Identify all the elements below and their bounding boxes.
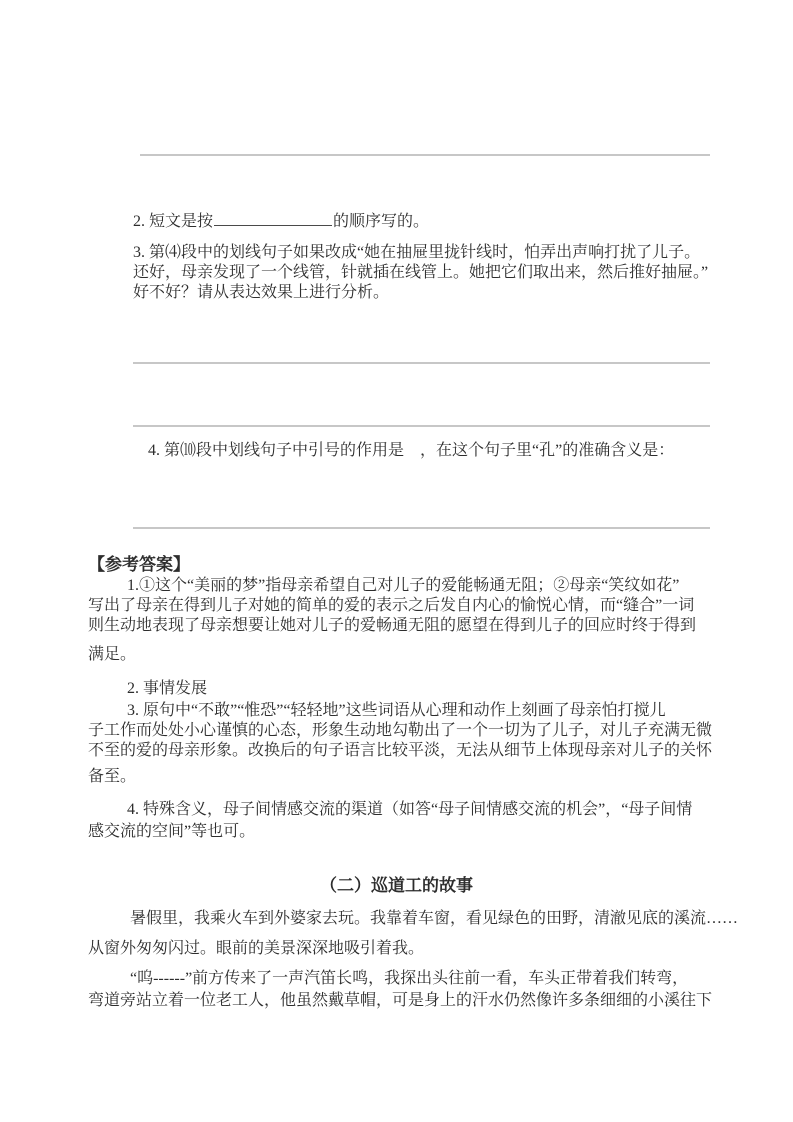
story-line: 弯道旁站立着一位老工人，他虽然戴草帽，可是身上的汗水仍然像许多条细细的小溪往下 [88,992,713,1009]
answer-3-line: 子工作而处处小心谨慎的心态，形象生动地勾勒出了一个一切为了儿子，对儿子充满无微 [88,722,713,739]
question-4-text: 4. 第⑽段中划线句子中引号的作用是 ，在这个句子里“孔”的准确含义是： [148,442,675,459]
answer-4-line: 感交流的空间”等也可。 [88,823,256,840]
question-3 [133,243,713,303]
question-3-line: 还好，母亲发现了一个线管，针就插在线管上。她把它们取出来，然后推好抽屉。” [133,264,709,281]
divider-line-4 [133,527,710,529]
question-3-line: 好不好？请从表达效果上进行分析。 [133,284,390,301]
answer-3-line: 不至的爱的母亲形象。改换后的句子语言比较平淡，无法从细节上体现母亲对儿子的关怀 [88,742,713,759]
story-paragraph-2 [88,968,712,1012]
answer-1-line: 写出了母亲在得到儿子对她的简单的爱的表示之后发自内心的愉悦心情，而“缝合”一词 [88,597,695,614]
answer-3-line: 3. 原句中“不敢”“惟恐”“轻轻地”这些词语从心理和动作上刻画了母亲怕打搅儿 [127,702,666,719]
answer-blank-line [214,210,332,226]
question-4 [133,441,713,461]
question-2 [133,210,429,232]
answer-1 [88,576,712,665]
answer-2: 2. 事情发展 [127,680,208,697]
story-line: 暑假里，我乘火车到外婆家去玩。我靠着车窗，看见绿色的田野，清澈见底的溪流…… [130,910,739,927]
divider-line-1 [140,154,710,156]
divider-line-2 [133,362,710,364]
answer-4-line: 4. 特殊含义，母子间情感交流的渠道（如答“母子间情感交流的机会”，“母子间情 [127,801,693,818]
answer-3-line: 备至。 [88,768,137,785]
answer-key-heading: 【参考答案】 [88,555,190,574]
story-paragraph-1 [88,904,739,964]
answer-1-line: 则生动地表现了母亲想要让她对儿子的爱畅通无阻的愿望在得到儿子的回应时终于得到 [88,617,697,634]
answer-1-line: 满足。 [88,646,137,663]
story-line: “呜------”前方传来了一声汽笛长鸣，我探出头往前一看，车头正带着我们转弯， [130,970,689,987]
section-2-title: （二）巡道工的故事 [320,876,473,895]
divider-line-3 [133,425,710,427]
answer-1-line: 1.①这个“美丽的梦”指母亲希望自己对儿子的爱能畅通无阻；②母亲“笑纹如花” [127,577,680,594]
question-3-line: 3. 第⑷段中的划线句子如果改成“她在抽屉里拢针线时，怕弄出声响打扰了儿子。 [133,244,701,261]
question-2-prefix: 2. 短文是按 [133,213,214,230]
question-2-suffix: 的顺序写的。 [333,213,430,230]
answer-4 [88,799,712,843]
answer-3 [88,701,712,787]
story-line: 从窗外匆匆闪过。眼前的美景深深地吸引着我。 [88,940,425,957]
